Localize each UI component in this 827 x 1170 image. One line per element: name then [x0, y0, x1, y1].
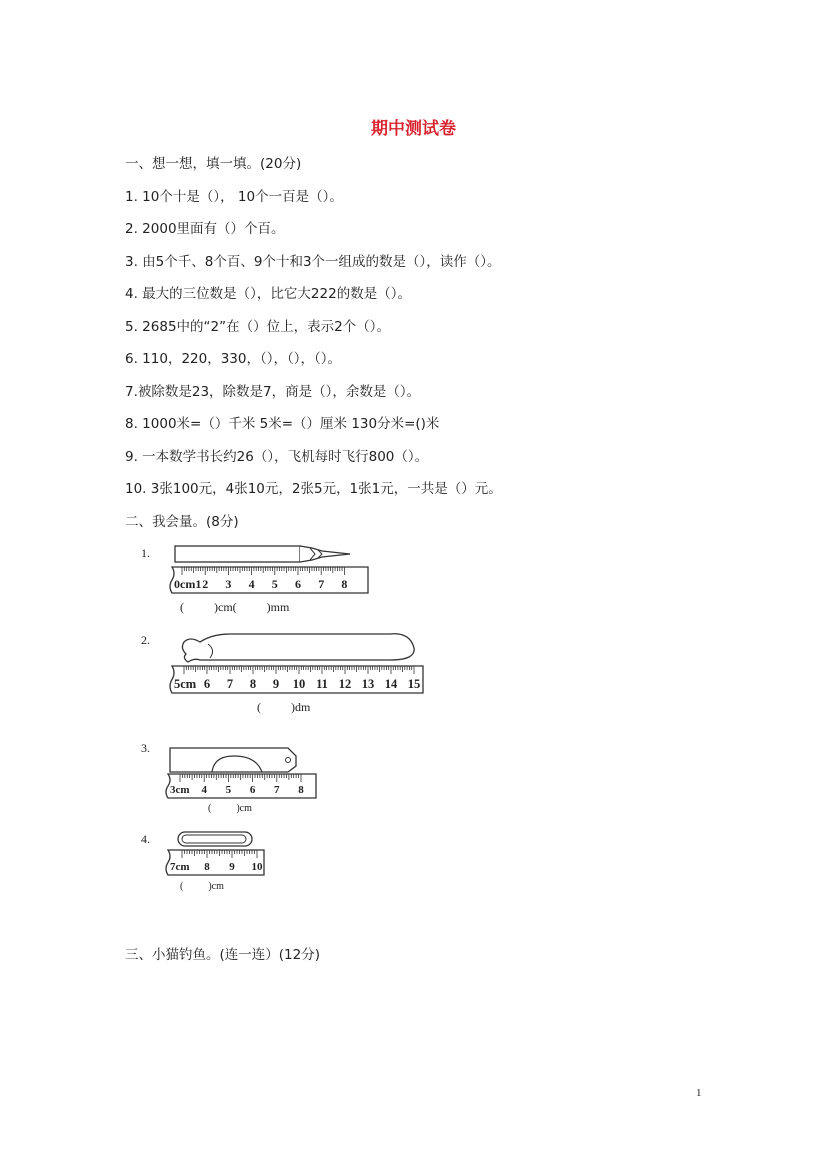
measure-1-number: 1.: [141, 546, 150, 560]
ruler-label: 5: [225, 784, 232, 796]
ruler-label: 14: [384, 677, 398, 691]
question-8: 8. 1000米=（）千米 5米=（）厘米 130分米=()米: [125, 416, 440, 432]
ruler-label: 9: [272, 677, 280, 691]
page-number: 1: [696, 1087, 702, 1099]
question-1: 1. 10个十是（）， 10个一百是（）。: [125, 189, 343, 205]
ruler-label: 6: [203, 677, 211, 691]
question-10: 10. 3张100元，4张10元，2张5元，1张1元，一共是（）元。: [125, 481, 502, 497]
ruler-label: 7: [274, 784, 280, 796]
ruler-3-body: [166, 774, 316, 798]
ruler-label: 8: [298, 784, 304, 796]
ruler-label: 0cm1: [174, 577, 202, 591]
ruler-label: 8: [341, 577, 348, 591]
ruler-label: 13: [361, 677, 375, 691]
ruler-label: 3: [225, 577, 232, 591]
set-square-icon: [170, 748, 296, 772]
ruler-label: 3cm: [170, 784, 190, 796]
ruler-label: 8: [249, 677, 257, 691]
eggplant-ruler-figure: [160, 630, 430, 698]
ruler-label: 6: [249, 784, 256, 796]
ruler-label: 10: [292, 677, 306, 691]
ruler-label: 11: [316, 677, 328, 691]
page-title: 期中测试卷: [371, 119, 456, 139]
question-5: 5. 2685中的“2”在（）位上，表示2个（）。: [125, 319, 390, 335]
ruler-4-body: [166, 850, 264, 875]
question-6: 6. 110，220，330，（），（），（）。: [125, 351, 341, 367]
question-4: 4. 最大的三位数是（），比它大222的数是（）。: [125, 286, 411, 302]
set-square-ruler-figure: [160, 744, 322, 800]
measure-4-answer: ( )cm: [180, 881, 224, 892]
ruler-label: 10: [251, 861, 263, 873]
measure-3-answer: ( )cm: [208, 803, 252, 814]
question-3: 3. 由5个千、8个百、9个十和3个一组成的数是（），读作（）。: [125, 254, 501, 270]
ruler-label: 9: [229, 861, 235, 873]
ruler-label: 5cm: [174, 677, 197, 691]
ruler-label: 4: [248, 577, 255, 591]
ruler-label: 7cm: [170, 861, 190, 873]
ruler-label: 2: [202, 577, 209, 591]
measure-4-number: 4.: [141, 832, 150, 846]
section3-heading: 三、小猫钓鱼。(连一连）(12分): [125, 947, 320, 963]
measure-3-number: 3.: [141, 741, 150, 755]
question-2: 2. 2000里面有（）个百。: [125, 221, 285, 237]
measure-1-answer: ( )cm( )mm: [180, 600, 290, 614]
ruler-label: 7: [226, 677, 234, 691]
ruler-label: 6: [295, 577, 301, 591]
eggplant-icon: [182, 634, 414, 662]
ruler-label: 15: [407, 677, 421, 691]
section2-heading: 二、我会量。(8分): [125, 514, 239, 530]
ruler-1-body: [170, 567, 368, 593]
ruler-label: 4: [201, 784, 207, 796]
pencil-icon: [175, 546, 350, 562]
pencil-ruler-figure: [160, 542, 375, 598]
ruler-label: 7: [318, 577, 325, 591]
paper-clip-ruler-figure: [160, 828, 270, 882]
paper-clip-icon: [178, 832, 252, 846]
ruler-label: 5: [271, 577, 278, 591]
section1-heading: 一、想一想，填一填。(20分): [125, 156, 302, 172]
measure-2-answer: ( )dm: [257, 700, 311, 714]
question-9: 9. 一本数学书长约26（），飞机每时飞行800（）。: [125, 449, 429, 465]
measure-2-number: 2.: [141, 633, 150, 647]
question-7: 7.被除数是23，除数是7，商是（），余数是（）。: [125, 384, 421, 400]
ruler-2-body: [170, 666, 423, 693]
ruler-label: 12: [338, 677, 352, 691]
ruler-label: 8: [204, 861, 210, 873]
